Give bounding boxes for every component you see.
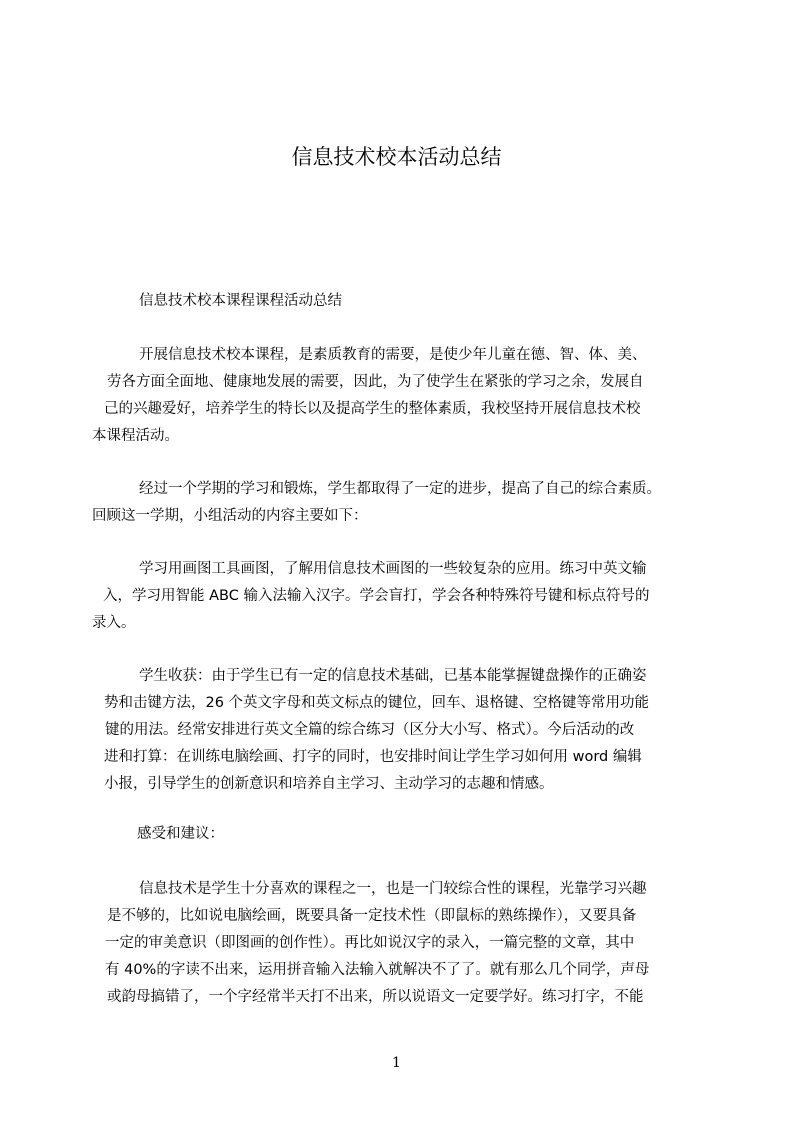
paragraph-1-line-2: 劳各方面全面地、健康地发展的需要，因此，为了使学生在紧张的学习之余，发展自 bbox=[107, 374, 644, 390]
paragraph-2-line-1: 经过一个学期的学习和锻炼，学生都取得了一定的进步，提高了自己的综合素质。 bbox=[139, 481, 661, 497]
paragraph-3-line-1: 学习用画图工具画图，了解用信息技术画图的一些较复杂的应用。练习中英文输 bbox=[139, 561, 647, 577]
paragraph-4-line-5: 小报，引导学生的创新意识和培养自主学习、主动学习的志趣和情感。 bbox=[104, 776, 554, 792]
page-number: 1 bbox=[392, 1055, 401, 1071]
subtitle: 信息技术校本课程课程活动总结 bbox=[139, 293, 342, 309]
paragraph-2-line-2: 回顾这一学期，小组活动的内容主要如下： bbox=[92, 508, 368, 524]
paragraph-1-line-3: 己的兴趣爱好，培养学生的特长以及提高学生的整体素质，我校坚持开展信息技术校 bbox=[104, 401, 641, 417]
paragraph-5-line-1: 感受和建议： bbox=[137, 826, 224, 842]
paragraph-4-line-3: 键的用法。经常安排进行英文全篇的综合练习（区分大小写、格式）。今后活动的改 bbox=[105, 722, 635, 738]
paragraph-3-line-3: 录入。 bbox=[92, 615, 136, 631]
paragraph-4-line-1: 学生收获：由于学生已有一定的信息技术基础，已基本能掌握键盘操作的正确姿 bbox=[139, 668, 647, 684]
paragraph-4-line-2: 势和击键方法，26 个英文字母和英文标点的键位，回车、退格键、空格键等常用功能 bbox=[104, 695, 650, 711]
paragraph-1-line-1: 开展信息技术校本课程，是素质教育的需要，是使少年儿童在德、智、体、美、 bbox=[139, 347, 647, 363]
paragraph-6-line-2: 是不够的，比如说电脑绘画，既要具备一定技术性（即鼠标的熟练操作），又要具备 bbox=[107, 908, 637, 924]
paragraph-3-line-2: 入，学习用智能 ABC 输入法输入汉字。学会盲打，学会各种特殊符号键和标点符号的 bbox=[103, 588, 650, 604]
paragraph-6-line-4: 有 40%的字读不出来，运用拼音输入法输入就解决不了了。就有那么几个同学，声母 bbox=[105, 962, 650, 978]
paragraph-6-line-3: 一定的审美意识（即图画的创作性）。再比如说汉字的录入，一篇完整的文章，其中 bbox=[105, 935, 635, 951]
paragraph-4-line-4: 进和打算：在训练电脑绘画、打字的同时，也安排时间让学生学习如何用 word 编辑 bbox=[104, 749, 642, 765]
paragraph-1-line-4: 本课程活动。 bbox=[92, 428, 179, 444]
paragraph-6-line-1: 信息技术是学生十分喜欢的课程之一，也是一门较综合性的课程，光靠学习兴趣 bbox=[139, 881, 647, 897]
document-title: 信息技术校本活动总结 bbox=[291, 145, 502, 169]
paragraph-6-line-5: 或韵母搞错了，一个字经常半天打不出来，所以说语文一定要学好。练习打字，不能 bbox=[107, 989, 644, 1005]
